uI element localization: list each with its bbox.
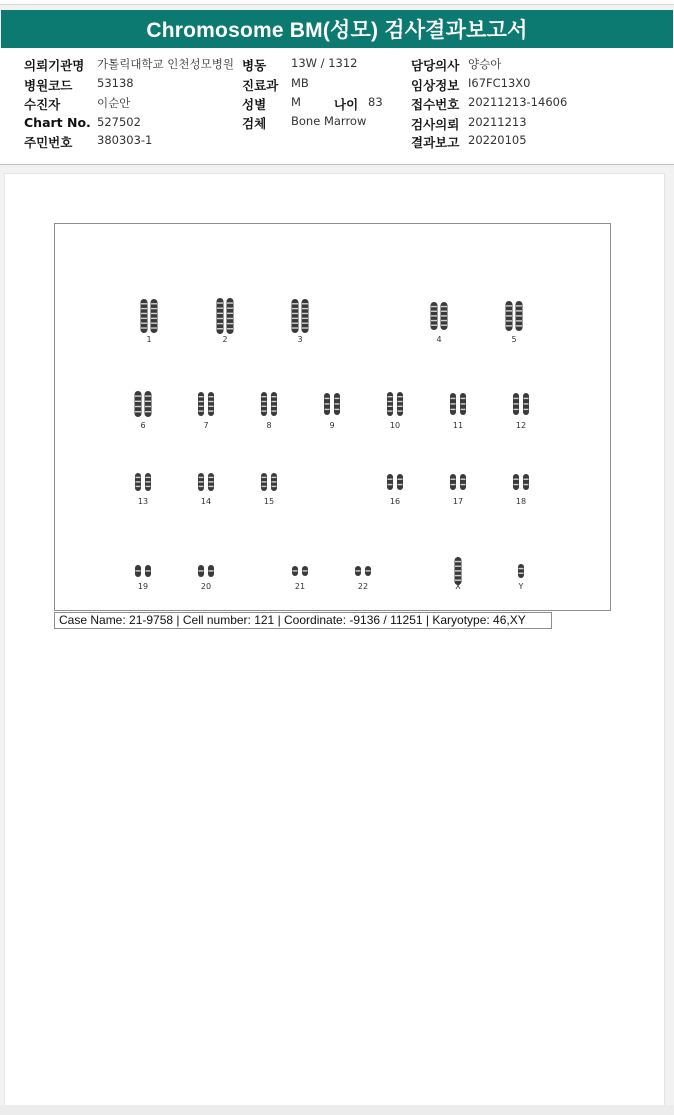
chromosome-pair-22 [355, 566, 371, 576]
chromosome-pair-2 [217, 298, 234, 334]
chromosome-pair-15 [261, 473, 277, 491]
chromosome-label-17: 17 [452, 497, 464, 506]
chromosome-label-14: 14 [200, 497, 212, 506]
chromosome-pair-20 [198, 565, 214, 577]
label-clinical-info: 임상정보 [411, 78, 460, 93]
chromosome-pair-11 [450, 393, 466, 415]
chromosome-label-8: 8 [266, 421, 272, 430]
label-test-request-date: 검사의뢰 [411, 117, 460, 132]
value-clinical-info: I67FC13X0 [468, 76, 531, 90]
value-chart-no: 527502 [97, 115, 141, 129]
chromosome-label-18: 18 [515, 497, 527, 506]
chromosome-pair-14 [198, 473, 214, 491]
chromosome-label-15: 15 [263, 497, 275, 506]
chromosome-label-7: 7 [203, 421, 209, 430]
patient-info-section [0, 48, 674, 165]
value-receipt-number: 20211213-14606 [468, 95, 568, 109]
label-chart-no: Chart No. [24, 115, 91, 130]
bottom-strip [0, 1105, 674, 1115]
value-resident-number: 380303-1 [97, 133, 153, 147]
top-border [0, 0, 674, 5]
value-specimen: Bone Marrow [291, 114, 367, 128]
chromosome-label-2: 2 [222, 335, 228, 344]
chromosome-label-21: 21 [294, 582, 306, 591]
chromosome-label-19: 19 [137, 582, 149, 591]
chromosome-label-13: 13 [137, 497, 149, 506]
value-age: 83 [368, 95, 383, 109]
karyogram-image [54, 223, 611, 611]
label-patient-name: 수진자 [24, 97, 61, 112]
chromosome-label-20: 20 [200, 582, 212, 591]
label-receipt-number: 접수번호 [411, 97, 460, 112]
chromosome-pair-12 [513, 393, 529, 415]
chromosome-pair-17 [450, 474, 466, 490]
karyogram-svg [55, 224, 612, 612]
chromosome-pair-10 [387, 392, 403, 416]
chromosome-label-11: 11 [452, 421, 464, 430]
chromosome-label-6: 6 [140, 421, 146, 430]
label-physician: 담당의사 [411, 58, 460, 73]
value-sex: M [291, 95, 301, 109]
value-test-request-date: 20211213 [468, 115, 527, 129]
chromosome-pair-3 [292, 299, 309, 333]
chromosome-label-4: 4 [436, 335, 442, 344]
chromosome-label-12: 12 [515, 421, 527, 430]
chromosome-pair-18 [513, 474, 529, 490]
report-title: Chromosome BM(성모) 검사결과보고서 [1, 10, 673, 48]
chromosome-pair-4 [431, 302, 448, 330]
chromosome-pair-8 [261, 392, 277, 416]
chromosome-pair-6 [135, 391, 152, 417]
chromosome-label-3: 3 [297, 335, 303, 344]
chromosome-pair-y [518, 564, 524, 578]
label-ward: 병동 [242, 58, 267, 73]
value-physician: 양승아 [468, 57, 502, 71]
chromosome-pair-13 [135, 473, 151, 491]
chromosome-pair-x [455, 557, 462, 585]
value-department: MB [291, 76, 309, 90]
label-hospital-code: 병원코드 [24, 78, 73, 93]
karyogram-caption: Case Name: 21-9758 | Cell number: 121 | Coordinate: -9136 / 11251 | Karyotype: 46,XY [54, 612, 552, 629]
label-sex: 성별 [242, 97, 267, 112]
value-result-report-date: 20220105 [468, 133, 527, 147]
chromosome-label-10: 10 [389, 421, 401, 430]
chromosome-label-x: X [455, 582, 461, 591]
chromosome-label-y: Y [518, 582, 524, 591]
label-specimen: 검체 [242, 116, 267, 131]
value-hospital-code: 53138 [97, 76, 134, 90]
chromosome-label-22: 22 [357, 582, 369, 591]
chromosome-pair-9 [324, 393, 340, 415]
chromosome-label-16: 16 [389, 497, 401, 506]
value-ward: 13W / 1312 [291, 56, 358, 70]
chromosome-label-9: 9 [329, 421, 335, 430]
label-age: 나이 [334, 97, 359, 112]
label-resident-number: 주민번호 [24, 135, 73, 150]
chromosome-pair-16 [387, 474, 403, 490]
chromosome-label-5: 5 [511, 335, 517, 344]
chromosome-pair-7 [198, 392, 214, 416]
chromosome-pair-19 [135, 565, 151, 577]
chromosome-pair-21 [292, 566, 308, 576]
chromosome-pair-1 [141, 299, 158, 333]
chromosome-pair-5 [506, 301, 523, 331]
value-requesting-institution: 가톨릭대학교 인천성모병원 [97, 57, 234, 71]
value-patient-name: 이순안 [97, 96, 131, 110]
label-result-report-date: 결과보고 [411, 135, 460, 150]
label-requesting-institution: 의뢰기관명 [24, 58, 85, 73]
label-department: 진료과 [242, 78, 279, 93]
chromosome-label-1: 1 [146, 335, 152, 344]
